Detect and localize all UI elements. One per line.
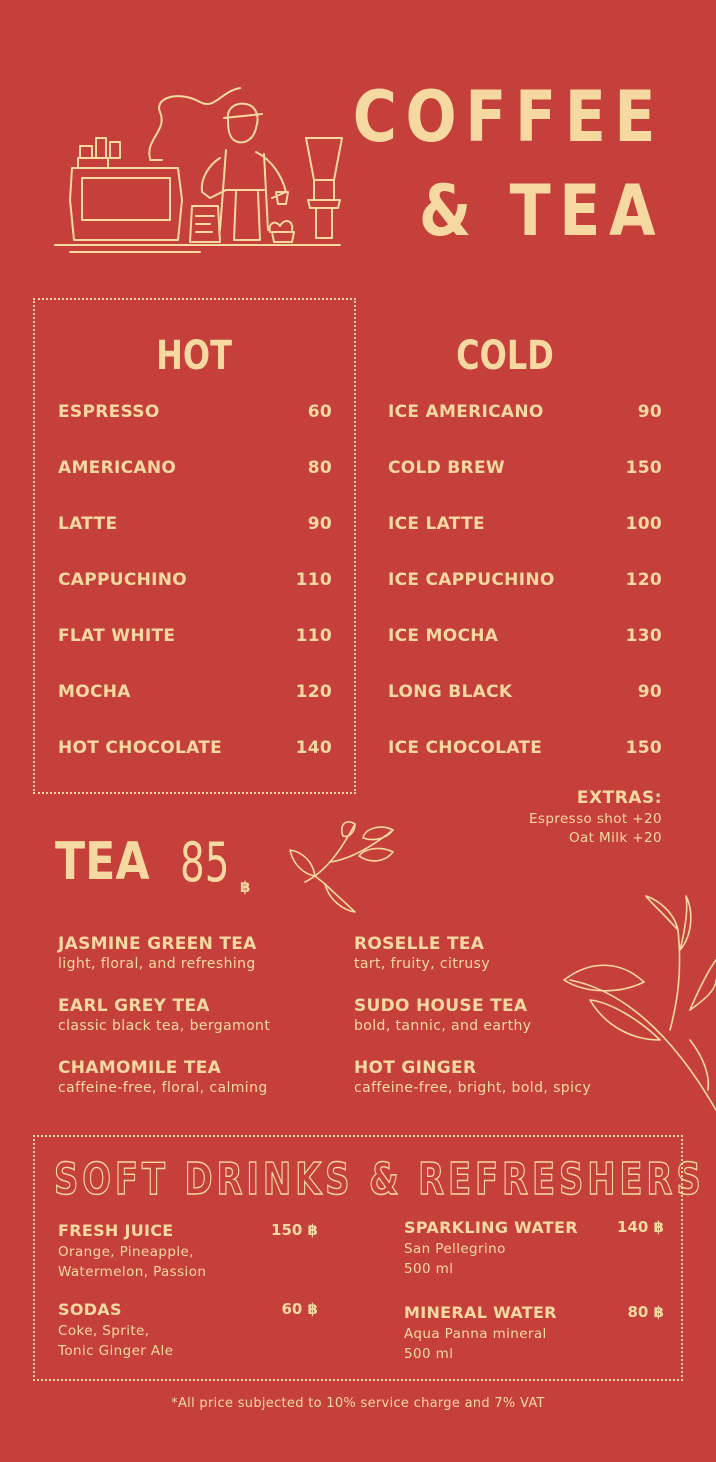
tea-item-desc: light, floral, and refreshing bbox=[58, 956, 256, 972]
tea-item-name: CHAMOMILE TEA bbox=[58, 1058, 222, 1078]
item-name: ICE CAPPUCHINO bbox=[388, 570, 555, 590]
item-price: 120 bbox=[625, 570, 662, 590]
soft-item-name: SODAS bbox=[58, 1300, 122, 1319]
menu-row bbox=[388, 626, 662, 682]
extras-item: Espresso shot +20 bbox=[528, 811, 662, 827]
extras-item: Oat Milk +20 bbox=[568, 830, 662, 846]
tea-item-desc: caffeine-free, bright, bold, spicy bbox=[354, 1080, 592, 1096]
soft-item-price: 140 ฿ bbox=[617, 1218, 664, 1236]
menu-row bbox=[58, 570, 332, 626]
soft-item bbox=[404, 1303, 664, 1364]
item-price: 90 bbox=[637, 402, 662, 422]
tea-currency: ฿ bbox=[240, 878, 251, 896]
menu-row bbox=[58, 626, 332, 682]
item-name: ICE MOCHA bbox=[388, 626, 499, 646]
soft-item-name: SPARKLING WATER bbox=[404, 1218, 578, 1237]
soft-item-desc: Orange, Pineapple, bbox=[58, 1244, 194, 1260]
soft-item bbox=[404, 1218, 664, 1279]
menu-row bbox=[388, 738, 662, 794]
tea-item-desc: bold, tannic, and earthy bbox=[354, 1018, 532, 1034]
menu-row bbox=[58, 402, 332, 458]
menu-title-line1: COFFEE bbox=[352, 76, 664, 158]
menu-row bbox=[58, 458, 332, 514]
item-price: 60 bbox=[307, 402, 332, 422]
item-name: HOT CHOCOLATE bbox=[58, 738, 223, 758]
tea-item bbox=[58, 934, 358, 972]
hot-heading: HOT bbox=[156, 333, 232, 379]
soft-item-desc: San Pellegrino bbox=[404, 1241, 506, 1257]
menu-row bbox=[58, 682, 332, 738]
menu-row bbox=[58, 514, 332, 570]
menu-row bbox=[58, 738, 332, 794]
item-price: 150 bbox=[625, 738, 662, 758]
tea-item-desc: classic black tea, bergamont bbox=[58, 1018, 271, 1034]
soft-item-name: FRESH JUICE bbox=[58, 1221, 174, 1240]
item-name: ESPRESSO bbox=[58, 402, 160, 422]
menu-row bbox=[388, 570, 662, 626]
item-price: 120 bbox=[295, 682, 332, 702]
soft-item-desc: Aqua Panna mineral bbox=[404, 1326, 547, 1342]
cold-heading: COLD bbox=[456, 333, 554, 379]
menu-row bbox=[388, 458, 662, 514]
menu-row bbox=[388, 402, 662, 458]
tea-item-desc: tart, fruity, citrusy bbox=[354, 956, 491, 972]
item-name: COLD BREW bbox=[388, 458, 505, 478]
hot-menu-list bbox=[58, 402, 332, 794]
tea-item-name: ROSELLE TEA bbox=[354, 934, 485, 954]
item-name: CAPPUCHINO bbox=[58, 570, 188, 590]
soft-item-name: MINERAL WATER bbox=[404, 1303, 557, 1322]
soft-item-price: 80 ฿ bbox=[627, 1303, 664, 1321]
soft-drinks-heading: SOFT DRINKS & REFRESHERS bbox=[54, 1154, 705, 1205]
tea-item-name: SUDO HOUSE TEA bbox=[354, 996, 528, 1016]
item-name: AMERICANO bbox=[58, 458, 177, 478]
soft-item-price: 60 ฿ bbox=[281, 1300, 318, 1318]
tea-item-desc: caffeine-free, floral, calming bbox=[58, 1080, 268, 1096]
tea-item-name: HOT GINGER bbox=[354, 1058, 477, 1078]
tea-item bbox=[58, 996, 358, 1034]
tea-item bbox=[354, 1058, 654, 1096]
item-name: ICE CHOCOLATE bbox=[388, 738, 543, 758]
soft-item-desc: Tonic Ginger Ale bbox=[58, 1343, 174, 1359]
soft-item-desc: 500 ml bbox=[404, 1261, 454, 1277]
soft-item bbox=[58, 1300, 318, 1361]
item-name: FLAT WHITE bbox=[58, 626, 176, 646]
item-price: 110 bbox=[295, 626, 332, 646]
tea-item bbox=[58, 1058, 358, 1096]
tea-sprig-icon bbox=[285, 812, 400, 917]
item-price: 90 bbox=[637, 682, 662, 702]
item-price: 110 bbox=[295, 570, 332, 590]
item-name: MOCHA bbox=[58, 682, 131, 702]
item-price: 150 bbox=[625, 458, 662, 478]
item-price: 140 bbox=[295, 738, 332, 758]
item-price: 80 bbox=[307, 458, 332, 478]
barista-illustration bbox=[50, 80, 350, 260]
item-name: LONG BLACK bbox=[388, 682, 513, 702]
item-name: LATTE bbox=[58, 514, 118, 534]
item-price: 130 bbox=[625, 626, 662, 646]
tea-item bbox=[354, 996, 654, 1034]
tea-item bbox=[354, 934, 654, 972]
soft-item-desc: Coke, Sprite, bbox=[58, 1323, 150, 1339]
soft-item-price: 150 ฿ bbox=[271, 1221, 318, 1239]
extras-heading: EXTRAS: bbox=[576, 788, 662, 808]
menu-row bbox=[388, 682, 662, 738]
extras-block bbox=[422, 788, 662, 846]
cold-menu-list bbox=[388, 402, 662, 794]
soft-item-desc: 500 ml bbox=[404, 1346, 454, 1362]
tea-item-name: EARL GREY TEA bbox=[58, 996, 210, 1016]
tea-price: 85 bbox=[180, 831, 230, 894]
menu-row bbox=[388, 514, 662, 570]
soft-item bbox=[58, 1221, 318, 1282]
tea-heading: TEA bbox=[55, 832, 150, 892]
tea-item-name: JASMINE GREEN TEA bbox=[58, 934, 257, 954]
footer-note: *All price subjected to 10% service charge and 7% VAT bbox=[171, 1396, 545, 1411]
item-name: ICE LATTE bbox=[388, 514, 485, 534]
soft-item-desc: Watermelon, Passion bbox=[58, 1264, 207, 1280]
item-price: 100 bbox=[625, 514, 662, 534]
item-price: 90 bbox=[307, 514, 332, 534]
menu-title-line2: & TEA bbox=[418, 170, 664, 252]
item-name: ICE AMERICANO bbox=[388, 402, 544, 422]
